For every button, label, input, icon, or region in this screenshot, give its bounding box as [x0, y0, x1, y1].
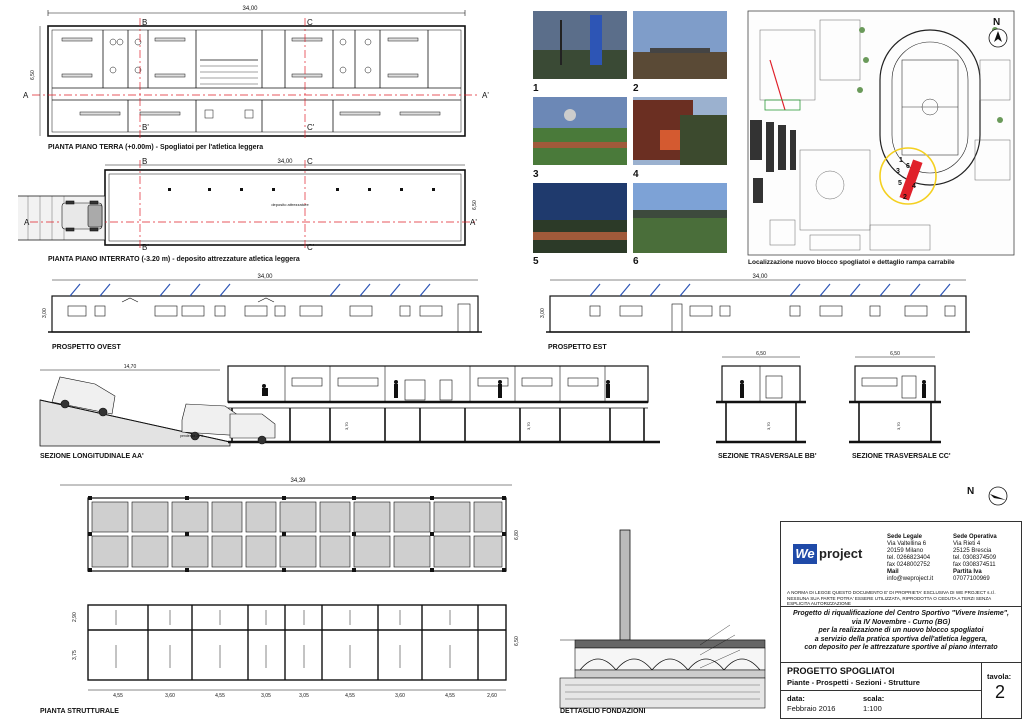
basement-room-label: deposito attrezzature [271, 202, 309, 207]
legal-line-6: info@weproject.it [887, 576, 934, 582]
basement-mark-b2: B' [142, 243, 149, 252]
east-elevation [546, 280, 970, 332]
bay-dim-3: 4,55 [215, 693, 225, 699]
op-line-1: Via Rieti 4 [953, 541, 981, 547]
ground-plan-title: PIANTA PIANO TERRA (+0.00m) - Spogliatoi per l'atletica leggera [48, 144, 264, 151]
location-north: N [993, 17, 1001, 28]
basement-dim-width: 6,50 [472, 200, 478, 210]
long-section-floor-h2: 3,70 [526, 422, 531, 430]
photo-6 [633, 183, 727, 253]
project-line-1: Progetto di riqualificazione del Centro Sportivo "Vivere Insieme", [792, 610, 1010, 617]
logo-word: project [819, 546, 863, 561]
op-line-6: 07077100969 [953, 576, 990, 582]
divider [781, 662, 1021, 663]
op-head: Sede Operativa [953, 534, 997, 540]
logo-mark: We [793, 544, 817, 564]
project-description [785, 610, 1017, 653]
legal-line-2: 20159 Milano [887, 548, 924, 554]
op-line-3: tel. 0308374509 [953, 555, 997, 561]
long-section-slope: pendenza 20% [180, 434, 204, 438]
location-marker-4: 4 [912, 183, 916, 190]
ground-mark-b2: B' [142, 123, 149, 132]
structural-north: N [967, 486, 975, 497]
tavola-label: tavola: [987, 672, 1012, 681]
legal-line-5: Mail [887, 569, 899, 575]
sheet-subtitle: Piante - Prospetti - Sezioni - Strutture [787, 678, 920, 687]
west-elevation [48, 280, 482, 332]
bay-dim-7: 3,60 [395, 693, 405, 699]
bb-floor-h: 3,70 [766, 422, 771, 430]
struct-row-dim-1: 2,90 [72, 612, 78, 622]
photo-label-3: 3 [533, 169, 539, 180]
date-value: Febbraio 2016 [787, 704, 836, 713]
scale-value: 1:100 [863, 704, 882, 713]
long-section-dim: 14,70 [123, 364, 137, 370]
op-line-5: Partita Iva [953, 569, 982, 575]
van-at-bottom [182, 404, 275, 444]
location-marker-6: 6 [906, 163, 910, 170]
foundation-detail [560, 530, 765, 708]
location-marker-2: 2 [903, 194, 907, 201]
bay-dim-8: 4,55 [445, 693, 455, 699]
east-height: 3,00 [540, 308, 546, 318]
cross-section-cc [849, 357, 941, 442]
long-section-floor-h: 3,70 [344, 422, 349, 430]
bay-dim-9: 2,60 [487, 693, 497, 699]
ground-dim-width: 6,50 [30, 70, 36, 80]
legal-office [887, 534, 933, 583]
project-line-2: via IV Novembre - Curno (BG) [851, 618, 951, 626]
copyright-notice: A NORMA DI LEGGE QUESTO DOCUMENTO E' DI PROPRIETA' ESCLUSIVA DI WE PROJECT s.r.l. NESSUNA SUA PARTE POTRA' ESSERE UTILIZZATA, RIPRODOTTA O CEDUTA A TERZI SENZA ESPLICITA AUTORIZZAZIONE [787, 590, 996, 606]
ground-mark-a: A [23, 91, 29, 100]
op-line-2: 25125 Brescia [953, 548, 992, 554]
bay-dim-5: 3,05 [299, 693, 309, 699]
divider [981, 662, 982, 718]
location-caption: Localizzazione nuovo blocco spogliatoi e dettaglio rampa carrabile [748, 259, 955, 266]
divider [781, 606, 1021, 607]
photo-label-5: 5 [533, 256, 539, 267]
cross-section-bb [716, 357, 806, 442]
bay-dim-4: 3,05 [261, 693, 271, 699]
east-elevation-title: PROSPETTO EST [548, 344, 607, 351]
struct-row-dim-2: 3,75 [72, 650, 78, 660]
photo-2 [633, 11, 727, 79]
west-height: 3,00 [42, 308, 48, 318]
basement-mark-a: A [24, 218, 30, 227]
west-dim: 34,00 [257, 274, 273, 280]
date-label: data: [787, 694, 805, 703]
longitudinal-section [40, 366, 660, 446]
bb-width: 6,50 [756, 351, 766, 357]
location-map [748, 11, 1014, 255]
basement-mark-b: B [142, 157, 148, 166]
struct-bay-dims [113, 693, 497, 699]
sheet-title: PROGETTO SPOGLIATOI [787, 666, 895, 676]
bay-dim-1: 4,55 [113, 693, 123, 699]
legal-line-4: fax 0248002752 [887, 562, 931, 568]
logo [793, 544, 873, 564]
cc-width: 6,50 [890, 351, 900, 357]
site-photos [533, 11, 727, 253]
ground-dim-overall: 34,00 [242, 6, 258, 12]
operating-office [953, 534, 997, 583]
long-section-title: SEZIONE LONGITUDINALE AA' [40, 453, 144, 460]
location-marker-3: 3 [896, 168, 900, 175]
divider [781, 690, 981, 691]
location-marker-1: 1 [899, 157, 903, 164]
photo-label-4: 4 [633, 169, 639, 180]
project-line-4: a servizio della pratica sportiva dell'atletica leggera, [814, 635, 988, 643]
struct-depth-dim: 6,80 [514, 530, 520, 540]
photo-label-2: 2 [633, 83, 639, 94]
photo-1 [533, 11, 627, 79]
basement-mark-a2: A' [470, 218, 477, 227]
title-block [780, 521, 1022, 719]
structural-north-arrow [989, 487, 1007, 505]
basement-mark-c: C [307, 157, 313, 166]
op-line-4: fax 0308374511 [953, 562, 996, 568]
tavola-number: 2 [995, 682, 1006, 702]
project-line-5: con deposito per le attrezzature sportive al piano interrato [804, 644, 998, 652]
legal-line-1: Via Valtellina 6 [887, 541, 927, 547]
ground-floor-plan [32, 10, 478, 140]
structural-plan [60, 485, 512, 690]
basement-dim-overall: 34,00 [277, 159, 293, 165]
legal-line-3: tel. 0266823404 [887, 555, 931, 561]
photo-label-1: 1 [533, 83, 539, 94]
ground-mark-c: C [307, 18, 313, 27]
west-elevation-title: PROSPETTO OVEST [52, 344, 121, 351]
basement-plan-title: PIANTA PIANO INTERRATO (-3.20 m) - deposito attrezzature atletica leggera [48, 256, 300, 263]
photo-3 [533, 97, 627, 165]
location-marker-5: 5 [898, 180, 902, 187]
ground-mark-a2: A' [482, 91, 489, 100]
foundation-detail-title: DETTAGLIO FONDAZIONI [560, 708, 646, 715]
photo-label-6: 6 [633, 256, 639, 267]
struct-depth2-dim: 6,50 [514, 636, 520, 646]
ground-mark-c2: C' [307, 123, 315, 132]
photo-5 [533, 183, 627, 253]
basement-mark-c2: C' [307, 243, 315, 252]
project-line-3: per la realizzazione di un nuovo blocco spogliatoi [818, 627, 984, 635]
cross-section-cc-title: SEZIONE TRASVERSALE CC' [852, 453, 951, 460]
van-plan-view [62, 201, 102, 231]
struct-total-dim: 34,39 [290, 478, 306, 484]
cc-floor-h: 3,70 [896, 422, 901, 430]
photo-4 [633, 97, 727, 165]
bay-dim-6: 4,55 [345, 693, 355, 699]
cross-section-bb-title: SEZIONE TRASVERSALE BB' [718, 453, 817, 460]
ground-mark-b: B [142, 18, 148, 27]
structural-plan-title: PIANTA STRUTTURALE [40, 708, 119, 715]
scale-label: scala: [863, 694, 885, 703]
bay-dim-2: 3,60 [165, 693, 175, 699]
legal-head: Sede Legale [887, 534, 923, 540]
east-dim: 34,00 [752, 274, 768, 280]
